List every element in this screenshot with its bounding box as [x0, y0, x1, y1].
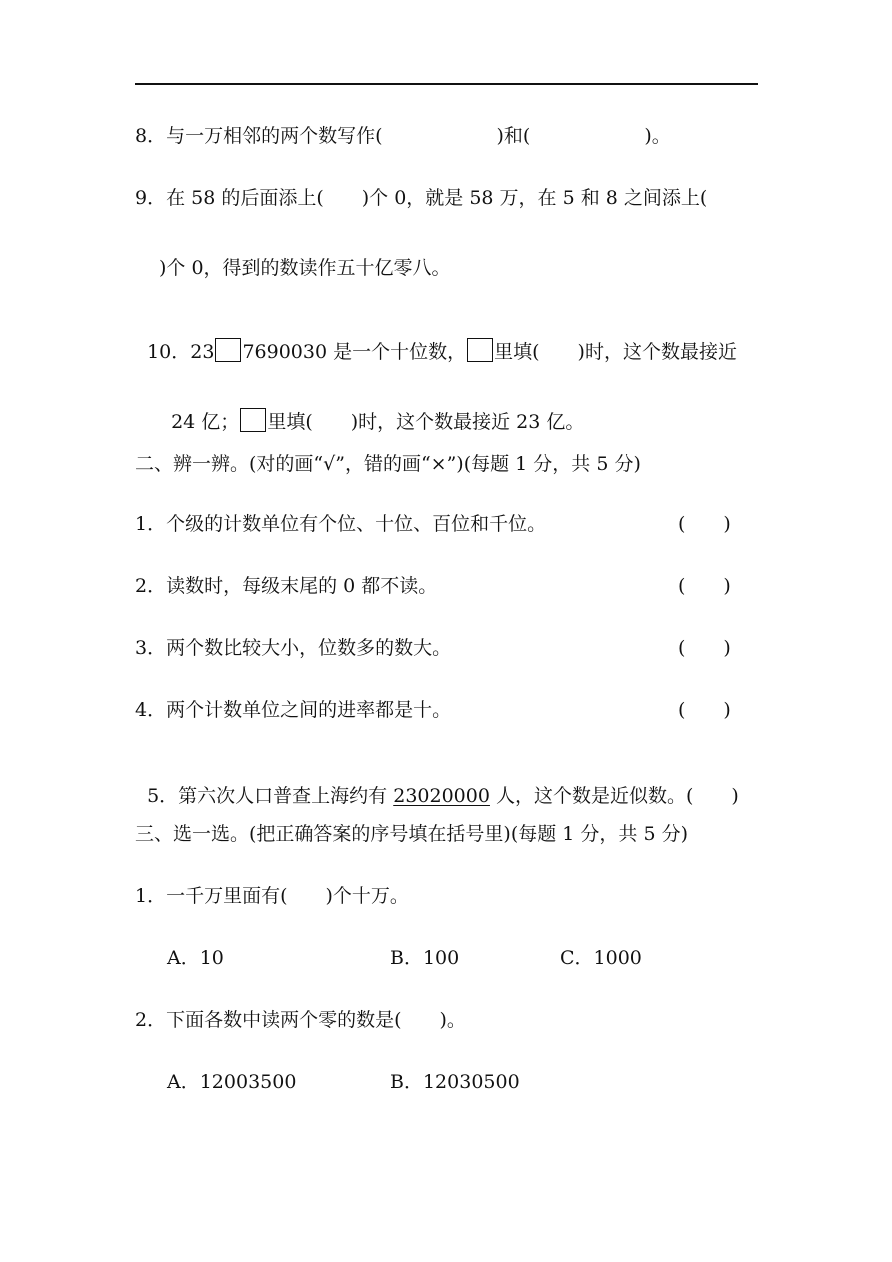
section-2-heading: 二、辨一辨。(对的画“√”，错的画“×”)(每题 1 分，共 5 分): [135, 453, 641, 475]
judge-item-3: 3．两个数比较大小，位数多的数大。: [135, 637, 452, 659]
question-9-line-2: )个 0，得到的数读作五十亿零八。: [159, 257, 451, 279]
judge-item-5: [135, 760, 739, 808]
judge-answer-1[interactable]: ( ): [678, 513, 731, 535]
question-10-suffix: 里填( )时，这个数最接近: [494, 341, 737, 363]
question-10-line-2: [159, 384, 584, 434]
answer-box-1[interactable]: [215, 338, 241, 362]
header-rule: [135, 83, 758, 85]
judge-item-5-prefix: 5．第六次人口普查上海约有: [147, 785, 394, 807]
question-10-line-1: [135, 314, 737, 364]
choice-question-1: 1．一千万里面有( )个十万。: [135, 885, 409, 907]
judge-item-5-suffix: 人，这个数是近似数。( ): [489, 785, 739, 807]
choice-question-2: 2．下面各数中读两个零的数是( )。: [135, 1009, 466, 1031]
population-number: 23020000: [393, 785, 490, 807]
question-9-line-1: 9．在 58 的后面添上( )个 0，就是 58 万，在 5 和 8 之间添上(: [135, 187, 708, 209]
question-10-line-2-prefix: 24 亿；: [171, 411, 240, 433]
choice-1-option-a[interactable]: A．10: [167, 947, 224, 969]
judge-item-4: 4．两个计数单位之间的进率都是十。: [135, 699, 452, 721]
judge-answer-4[interactable]: ( ): [678, 699, 731, 721]
choice-1-option-c[interactable]: C．1000: [560, 947, 642, 969]
question-10-middle: 7690030 是一个十位数，: [242, 341, 467, 363]
choice-2-option-a[interactable]: A．12003500: [167, 1071, 297, 1093]
judge-item-2: 2．读数时，每级末尾的 0 都不读。: [135, 575, 438, 597]
answer-box-3[interactable]: [240, 408, 266, 432]
choice-1-option-b[interactable]: B．100: [390, 947, 460, 969]
question-10-prefix: 10．23: [147, 341, 215, 363]
question-8: 8．与一万相邻的两个数写作( )和( )。: [135, 125, 671, 147]
judge-answer-2[interactable]: ( ): [678, 575, 731, 597]
judge-answer-3[interactable]: ( ): [678, 637, 731, 659]
question-10-line-2-suffix: 里填( )时，这个数最接近 23 亿。: [267, 411, 585, 433]
judge-item-1: 1．个级的计数单位有个位、十位、百位和千位。: [135, 513, 547, 535]
answer-box-2[interactable]: [467, 338, 493, 362]
choice-2-option-b[interactable]: B．12030500: [390, 1071, 520, 1093]
section-3-heading: 三、选一选。(把正确答案的序号填在括号里)(每题 1 分，共 5 分): [135, 823, 688, 845]
